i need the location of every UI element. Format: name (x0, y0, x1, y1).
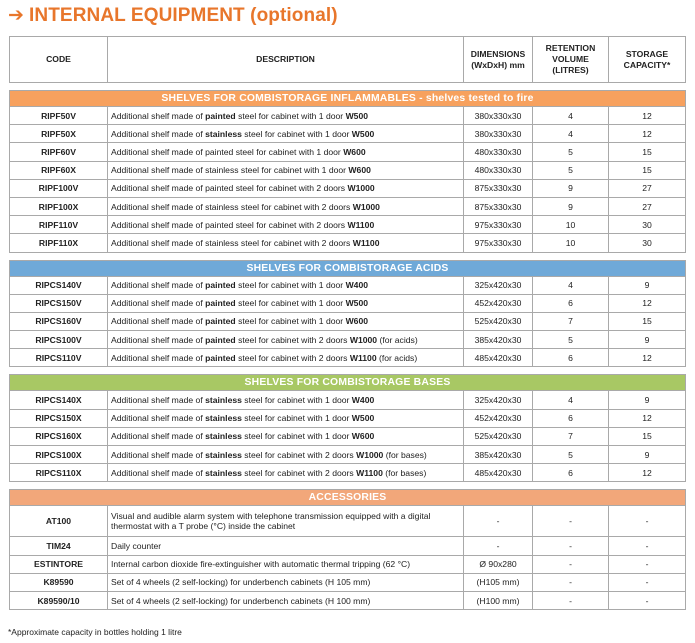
product-description (108, 427, 464, 445)
retention-value: 6 (533, 409, 609, 427)
dimensions-value: 875x330x30 (464, 179, 533, 197)
dimensions-value: 975x330x30 (464, 216, 533, 234)
retention-value: 7 (533, 427, 609, 445)
retention-value: 4 (533, 276, 609, 294)
section-spacer-cell (10, 367, 686, 375)
section-spacer-cell (10, 83, 686, 91)
table-row (10, 161, 686, 179)
description-emphasis: stainless (205, 449, 242, 460)
description-emphasis: W600 (351, 431, 375, 442)
description-text: (for acids) (376, 352, 418, 363)
table-row (10, 294, 686, 312)
capacity-value: 30 (609, 216, 686, 234)
description-emphasis: painted (205, 316, 236, 327)
product-code: RIPCS110X (10, 464, 108, 482)
retention-value: 4 (533, 107, 609, 125)
product-description (108, 161, 464, 179)
description-emphasis: W500 (351, 128, 375, 139)
dimensions-value: 385x420x30 (464, 331, 533, 349)
description-emphasis: W1000 (349, 334, 378, 345)
section-header-row (10, 375, 686, 391)
retention-value: - (533, 555, 609, 573)
product-code: RIPF110X (10, 234, 108, 252)
dimensions-value: 325x420x30 (464, 276, 533, 294)
description-text: (for bases) (382, 467, 427, 478)
retention-value: - (533, 591, 609, 609)
capacity-value: 27 (609, 179, 686, 197)
description-emphasis: W1100 (349, 352, 377, 363)
arrow-right-icon: ➔ (8, 5, 25, 26)
capacity-value: 9 (609, 446, 686, 464)
description-text: Additional shelf made of stainless steel for cabinet with 1 door (111, 165, 349, 176)
table-row (10, 234, 686, 252)
retention-value: 5 (533, 161, 609, 179)
table-row (10, 312, 686, 330)
table-row (10, 555, 686, 573)
description-emphasis: W1000 (356, 449, 384, 460)
section-header-row (10, 260, 686, 276)
capacity-value: 9 (609, 331, 686, 349)
capacity-value: 12 (609, 464, 686, 482)
product-code: RIPCS150X (10, 409, 108, 427)
description-text: Additional shelf made of (111, 431, 206, 442)
table-body (10, 83, 686, 610)
retention-value: - (533, 506, 609, 537)
description-text: steel for cabinet with 2 doors (235, 352, 350, 363)
product-code: RIPF50X (10, 125, 108, 143)
dimensions-value: 525x420x30 (464, 427, 533, 445)
description-emphasis: W500 (345, 110, 369, 121)
section-title: SHELVES FOR COMBISTORAGE BASES (10, 375, 686, 391)
description-emphasis: W600 (345, 316, 369, 327)
description-text: Additional shelf made of (111, 352, 206, 363)
description-text: Additional shelf made of (111, 110, 206, 121)
section-spacer (10, 482, 686, 490)
header-capacity: STORAGE CAPACITY* (609, 37, 686, 83)
section-spacer-cell (10, 482, 686, 490)
section-title: SHELVES FOR COMBISTORAGE ACIDS (10, 260, 686, 276)
product-code: RIPF100X (10, 197, 108, 215)
dimensions-value: Ø 90x280 (464, 555, 533, 573)
description-text: Additional shelf made of (111, 280, 206, 291)
retention-value: 4 (533, 391, 609, 409)
description-emphasis: W500 (351, 413, 375, 424)
product-code: AT100 (10, 506, 108, 537)
capacity-value: 12 (609, 409, 686, 427)
product-code: K89590/10 (10, 591, 108, 609)
retention-value: 10 (533, 216, 609, 234)
description-emphasis: W600 (348, 165, 371, 176)
capacity-value: 15 (609, 312, 686, 330)
section-title: SHELVES FOR COMBISTORAGE INFLAMMABLES - shelves tested to fire (10, 91, 686, 107)
section-title: ACCESSORIES (10, 490, 686, 506)
retention-value: 9 (533, 179, 609, 197)
section-spacer (10, 83, 686, 91)
description-emphasis: W1100 (347, 219, 375, 230)
product-code: RIPCS100X (10, 446, 108, 464)
table-row (10, 573, 686, 591)
description-emphasis: stainless (205, 413, 242, 424)
capacity-value: - (609, 555, 686, 573)
table-row (10, 143, 686, 161)
capacity-value: 30 (609, 234, 686, 252)
product-description (108, 409, 464, 427)
product-code: RIPCS160X (10, 427, 108, 445)
table-row (10, 464, 686, 482)
header-code: CODE (10, 37, 108, 83)
product-description (108, 591, 464, 609)
page-title-text: INTERNAL EQUIPMENT (optional) (29, 5, 338, 26)
capacity-value: 12 (609, 125, 686, 143)
table-row (10, 216, 686, 234)
dimensions-value: 325x420x30 (464, 391, 533, 409)
description-text: Additional shelf made of stainless steel for cabinet with 2 doors (111, 201, 353, 212)
dimensions-value: 380x330x30 (464, 107, 533, 125)
description-text: Additional shelf made of (111, 128, 206, 139)
description-emphasis: W1000 (347, 183, 375, 194)
table-header-row (10, 37, 686, 83)
product-code: RIPCS160V (10, 312, 108, 330)
dimensions-value: 480x330x30 (464, 161, 533, 179)
description-text: Additional shelf made of stainless steel for cabinet with 2 doors (111, 237, 353, 248)
dimensions-value: 385x420x30 (464, 446, 533, 464)
table-row (10, 591, 686, 609)
description-text: steel for cabinet with 2 doors (235, 334, 350, 345)
description-emphasis: W500 (345, 298, 369, 309)
retention-value: 9 (533, 197, 609, 215)
header-retention: RETENTION VOLUME (LITRES) (533, 37, 609, 83)
description-emphasis: W1100 (356, 467, 383, 478)
product-code: RIPF50V (10, 107, 108, 125)
table-row (10, 537, 686, 555)
product-description (108, 107, 464, 125)
description-text: Visual and audible alarm system with telephone transmission equipped with a digital thermostat with a T probe (°C) inside the cabinet (111, 511, 431, 532)
capacity-value: - (609, 591, 686, 609)
product-description (108, 276, 464, 294)
table-row (10, 179, 686, 197)
description-text: Additional shelf made of painted steel for cabinet with 1 door (111, 146, 344, 157)
product-code: ESTINTORE (10, 555, 108, 573)
description-text: Additional shelf made of (111, 449, 206, 460)
table-row (10, 446, 686, 464)
dimensions-value: 485x420x30 (464, 464, 533, 482)
page-title (8, 4, 338, 27)
product-code: RIPF100V (10, 179, 108, 197)
product-description (108, 125, 464, 143)
product-code: RIPCS140V (10, 276, 108, 294)
description-emphasis: painted (205, 298, 236, 309)
retention-value: - (533, 573, 609, 591)
product-description (108, 216, 464, 234)
capacity-value: 15 (609, 143, 686, 161)
description-text: steel for cabinet with 1 door (235, 316, 346, 327)
table-row (10, 506, 686, 537)
product-description (108, 506, 464, 537)
description-text: Set of 4 wheels (2 self-locking) for underbench cabinets (H 100 mm) (111, 595, 371, 606)
product-code: RIPCS150V (10, 294, 108, 312)
dimensions-value: 525x420x30 (464, 312, 533, 330)
dimensions-value: (H100 mm) (464, 591, 533, 609)
dimensions-value: 485x420x30 (464, 349, 533, 367)
description-text: (for bases) (383, 449, 427, 460)
product-description (108, 234, 464, 252)
section-spacer (10, 252, 686, 260)
product-code: K89590 (10, 573, 108, 591)
footnote: *Approximate capacity in bottles holding 1 litre (8, 627, 182, 637)
product-description (108, 312, 464, 330)
section-header-row (10, 490, 686, 506)
table-row (10, 427, 686, 445)
capacity-value: 9 (609, 391, 686, 409)
description-text: steel for cabinet with 1 door (235, 110, 346, 121)
retention-value: 5 (533, 446, 609, 464)
description-text: steel for cabinet with 1 door (241, 128, 352, 139)
description-text: Additional shelf made of (111, 334, 206, 345)
capacity-value: 12 (609, 349, 686, 367)
capacity-value: - (609, 573, 686, 591)
description-text: steel for cabinet with 2 doors (241, 449, 357, 460)
retention-value: 5 (533, 331, 609, 349)
equipment-table (9, 36, 686, 610)
description-text: Additional shelf made of (111, 316, 206, 327)
table-row (10, 107, 686, 125)
table-row (10, 125, 686, 143)
description-text: (for acids) (377, 334, 418, 345)
retention-value: - (533, 537, 609, 555)
description-text: steel for cabinet with 1 door (241, 431, 352, 442)
description-text: steel for cabinet with 1 door (241, 395, 352, 406)
product-code: RIPF60V (10, 143, 108, 161)
dimensions-value: - (464, 537, 533, 555)
table-row (10, 349, 686, 367)
capacity-value: - (609, 506, 686, 537)
description-text: steel for cabinet with 1 door (241, 413, 352, 424)
product-code: TIM24 (10, 537, 108, 555)
description-text: Additional shelf made of (111, 467, 206, 478)
capacity-value: 27 (609, 197, 686, 215)
description-emphasis: stainless (205, 395, 242, 406)
product-description (108, 391, 464, 409)
description-emphasis: painted (205, 352, 236, 363)
dimensions-value: - (464, 506, 533, 537)
description-emphasis: W400 (351, 395, 375, 406)
description-emphasis: W600 (343, 146, 366, 157)
description-text: steel for cabinet with 1 door (235, 280, 346, 291)
dimensions-value: 452x420x30 (464, 294, 533, 312)
description-emphasis: painted (205, 334, 236, 345)
description-text: steel for cabinet with 1 door (235, 298, 346, 309)
description-emphasis: stainless (205, 128, 242, 139)
dimensions-value: 975x330x30 (464, 234, 533, 252)
retention-value: 6 (533, 464, 609, 482)
header-description: DESCRIPTION (108, 37, 464, 83)
description-text: steel for cabinet with 2 doors (241, 467, 357, 478)
capacity-value: 15 (609, 427, 686, 445)
description-text: Internal carbon dioxide fire-extinguisher with automatic thermal tripping (62 °C) (111, 559, 411, 570)
product-description (108, 294, 464, 312)
description-emphasis: W1100 (352, 237, 380, 248)
table-row (10, 391, 686, 409)
description-text: Daily counter (111, 540, 162, 551)
capacity-value: 9 (609, 276, 686, 294)
product-description (108, 537, 464, 555)
description-text: Additional shelf made of (111, 413, 206, 424)
product-description (108, 331, 464, 349)
table-row (10, 409, 686, 427)
retention-value: 10 (533, 234, 609, 252)
section-spacer (10, 367, 686, 375)
product-code: RIPF60X (10, 161, 108, 179)
description-emphasis: W1000 (352, 201, 380, 212)
retention-value: 4 (533, 125, 609, 143)
product-description (108, 143, 464, 161)
description-text: Additional shelf made of painted steel for cabinet with 2 doors (111, 219, 348, 230)
table-row (10, 197, 686, 215)
retention-value: 6 (533, 294, 609, 312)
capacity-value: 12 (609, 107, 686, 125)
product-description (108, 446, 464, 464)
dimensions-value: (H105 mm) (464, 573, 533, 591)
description-emphasis: painted (205, 280, 236, 291)
capacity-value: 12 (609, 294, 686, 312)
section-header-row (10, 91, 686, 107)
description-emphasis: stainless (205, 431, 242, 442)
product-description (108, 349, 464, 367)
product-description (108, 464, 464, 482)
description-emphasis: painted (205, 110, 236, 121)
table-row (10, 276, 686, 294)
header-dimensions: DIMENSIONS (WxDxH) mm (464, 37, 533, 83)
description-emphasis: stainless (205, 467, 242, 478)
description-text: Additional shelf made of painted steel for cabinet with 2 doors (111, 183, 348, 194)
product-code: RIPCS100V (10, 331, 108, 349)
product-description (108, 179, 464, 197)
retention-value: 7 (533, 312, 609, 330)
dimensions-value: 875x330x30 (464, 197, 533, 215)
product-description (108, 555, 464, 573)
dimensions-value: 480x330x30 (464, 143, 533, 161)
section-spacer-cell (10, 252, 686, 260)
retention-value: 6 (533, 349, 609, 367)
product-code: RIPCS110V (10, 349, 108, 367)
product-code: RIPCS140X (10, 391, 108, 409)
dimensions-value: 452x420x30 (464, 409, 533, 427)
capacity-value: 15 (609, 161, 686, 179)
description-text: Set of 4 wheels (2 self-locking) for underbench cabinets (H 105 mm) (111, 577, 371, 588)
description-text: Additional shelf made of (111, 298, 206, 309)
product-description (108, 573, 464, 591)
product-code: RIPF110V (10, 216, 108, 234)
retention-value: 5 (533, 143, 609, 161)
product-description (108, 197, 464, 215)
capacity-value: - (609, 537, 686, 555)
description-text: Additional shelf made of (111, 395, 206, 406)
description-emphasis: W400 (345, 280, 369, 291)
dimensions-value: 380x330x30 (464, 125, 533, 143)
table-row (10, 331, 686, 349)
